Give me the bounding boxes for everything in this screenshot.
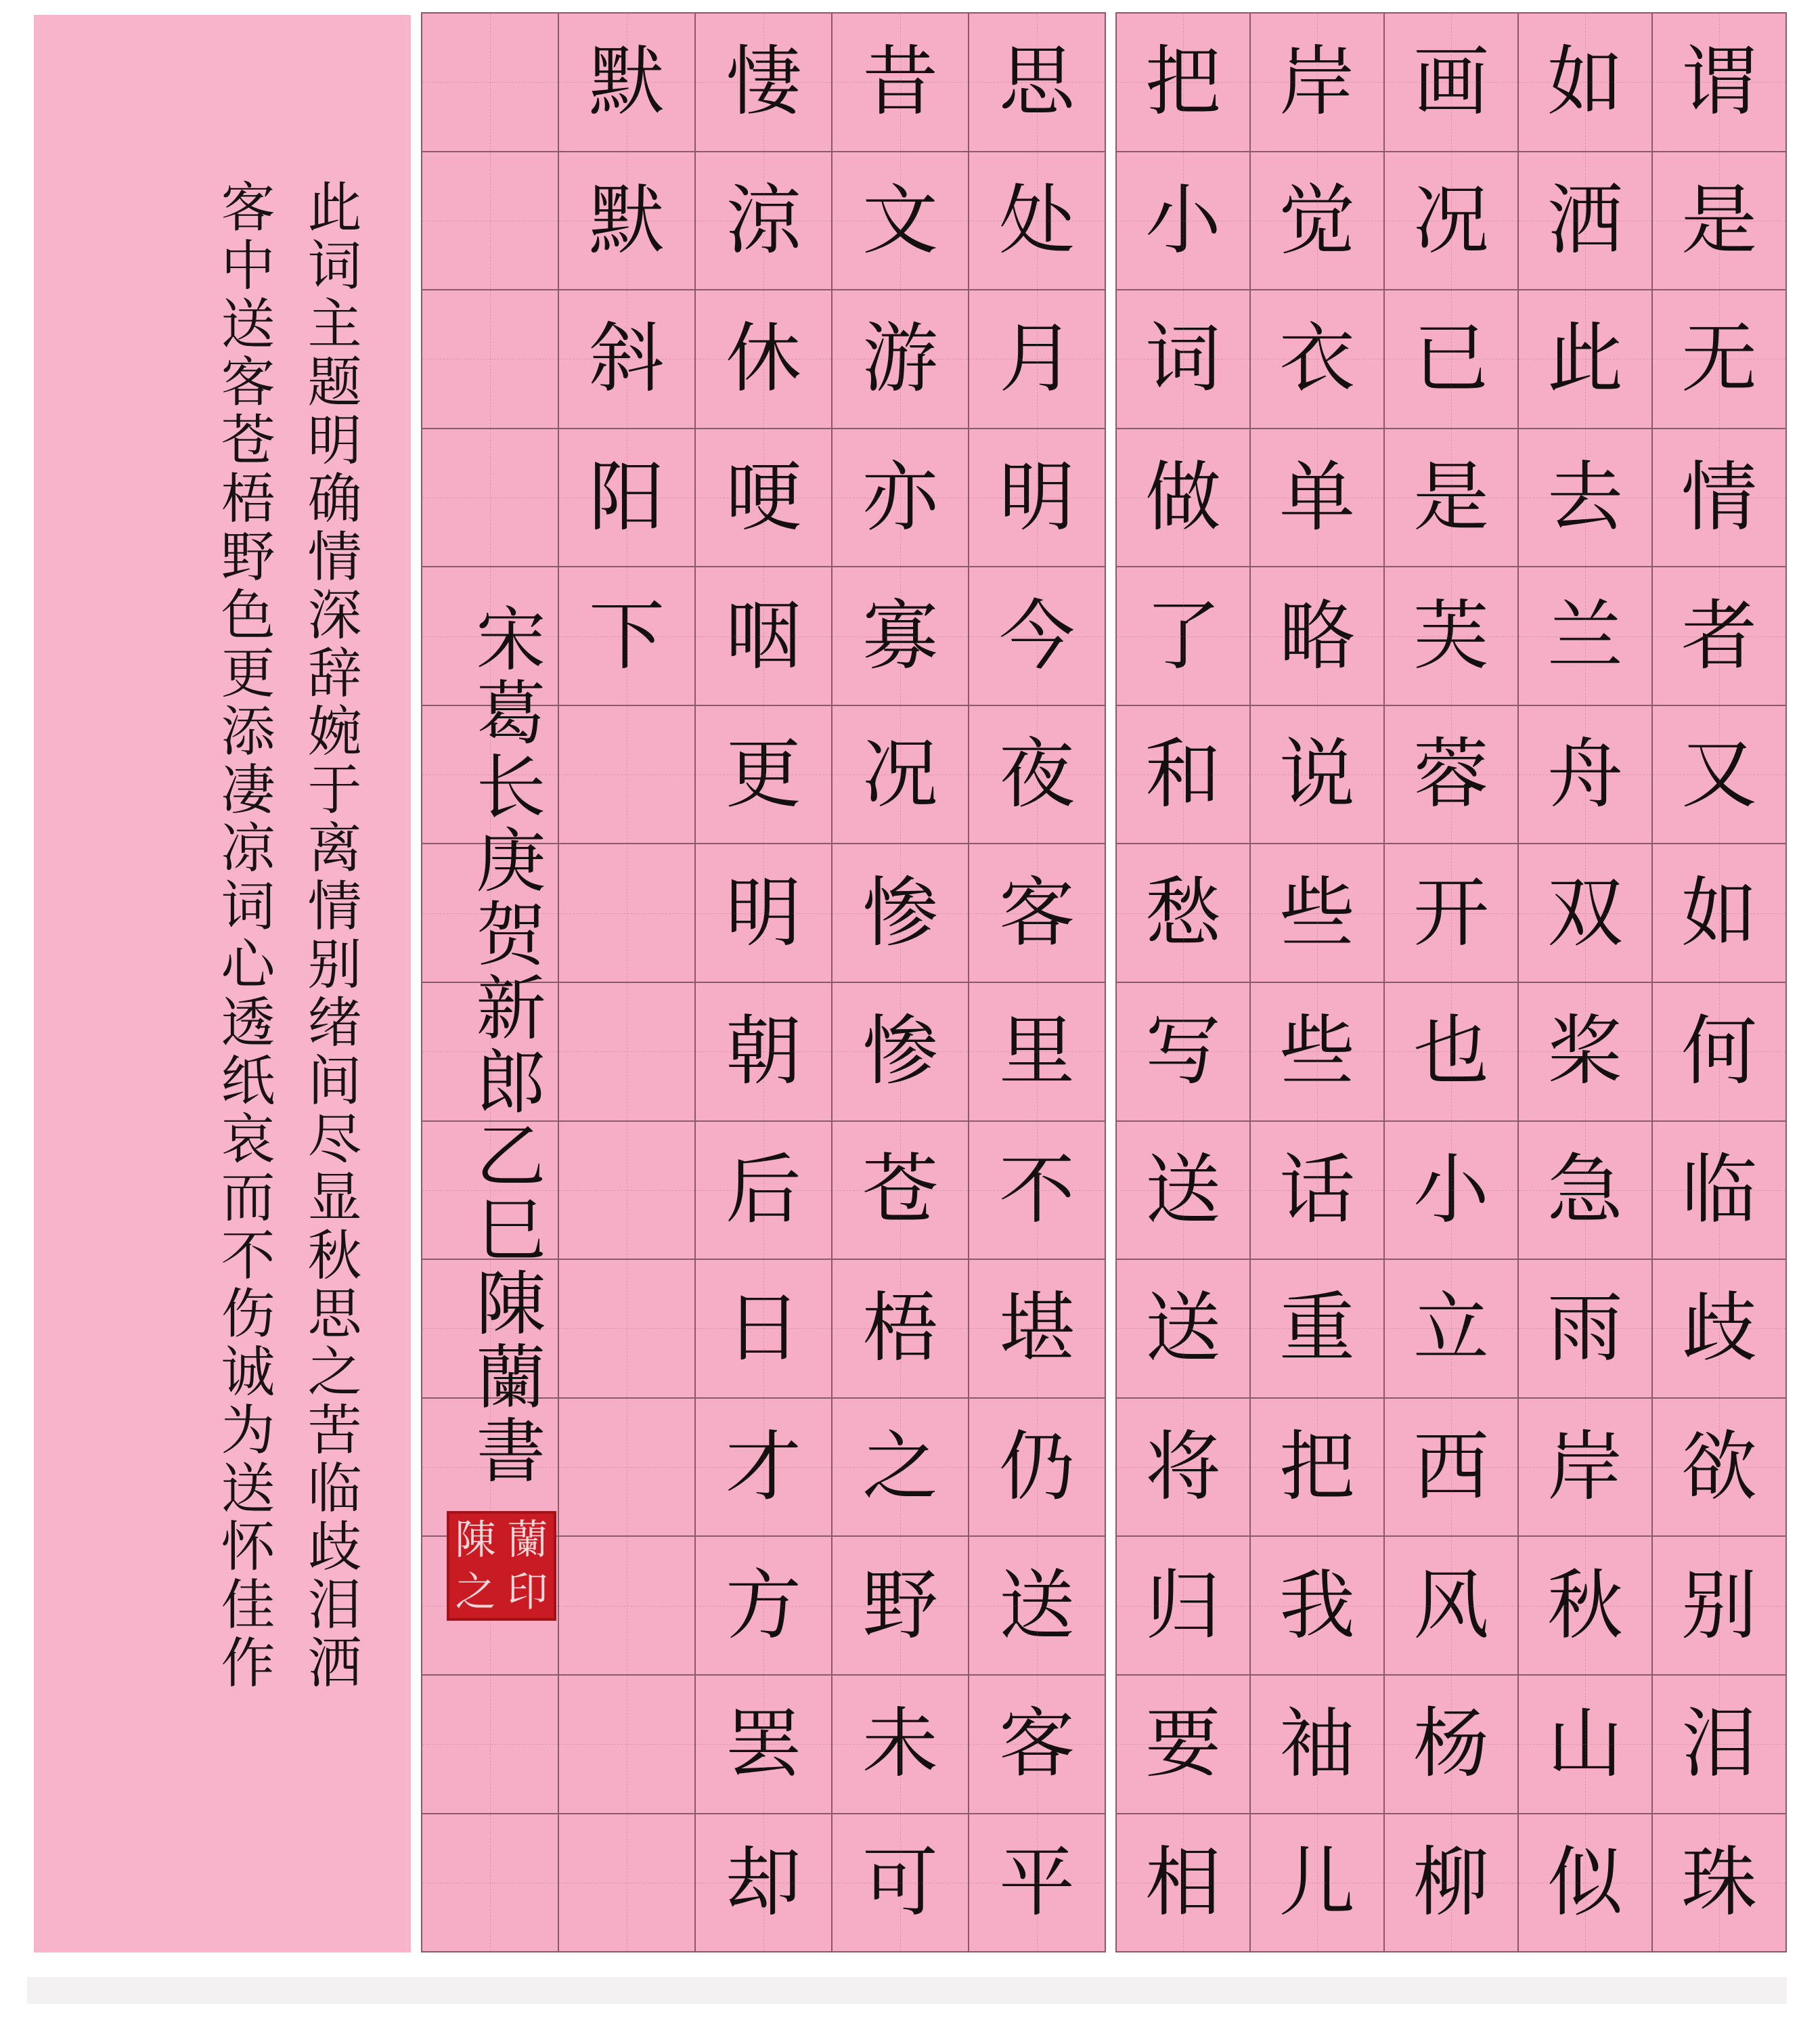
seal-char: 陳 xyxy=(455,1516,496,1564)
grid-cell: 客 xyxy=(969,844,1105,983)
grid-cell: 哽 xyxy=(696,429,831,568)
grid-cell: 双 xyxy=(1519,844,1651,983)
grid-cell: 罢 xyxy=(696,1676,831,1814)
grid-cell: 些 xyxy=(1251,983,1383,1122)
grid-cell: 不 xyxy=(969,1122,1105,1261)
grid-column xyxy=(1249,12,1383,1952)
grid-cell: 我 xyxy=(1251,1537,1383,1676)
grid-cell: 处 xyxy=(969,152,1105,291)
grid-cell: 立 xyxy=(1385,1260,1517,1399)
grid-cell xyxy=(422,152,558,291)
grid-cell: 衣 xyxy=(1251,290,1383,429)
grid-cell: 苍 xyxy=(833,1122,968,1261)
grid-cell: 和 xyxy=(1117,706,1249,845)
grid-cell: 了 xyxy=(1117,567,1249,706)
grid-cell: 归 xyxy=(1117,1537,1249,1676)
grid-column xyxy=(831,12,968,1952)
grid-cell xyxy=(422,290,558,429)
grid-cell: 可 xyxy=(833,1814,968,1953)
grid-cell: 野 xyxy=(833,1537,968,1676)
grid-cell: 芙 xyxy=(1385,567,1517,706)
grid-cell: 杨 xyxy=(1385,1676,1517,1814)
grid-column xyxy=(1517,12,1651,1952)
grid-cell: 是 xyxy=(1653,152,1785,291)
grid-cell: 明 xyxy=(696,844,831,983)
grid-cell: 送 xyxy=(1117,1122,1249,1261)
grid-cell: 觉 xyxy=(1251,152,1383,291)
grid-cell: 将 xyxy=(1117,1399,1249,1537)
grid-cell: 悽 xyxy=(696,12,831,152)
grid-cell: 游 xyxy=(833,290,968,429)
grid-cell: 欲 xyxy=(1653,1399,1785,1537)
bottom-strip xyxy=(27,1977,1787,2004)
grid-cell: 月 xyxy=(969,290,1105,429)
grid-cell xyxy=(559,1260,694,1399)
grid-cell: 别 xyxy=(1653,1537,1785,1676)
grid-cell: 此 xyxy=(1519,290,1651,429)
grid-cell: 已 xyxy=(1385,290,1517,429)
grid-cell: 袖 xyxy=(1251,1676,1383,1814)
grid-cell: 未 xyxy=(833,1676,968,1814)
grid-cell: 文 xyxy=(833,152,968,291)
grid-cell: 谓 xyxy=(1653,12,1785,152)
grid-cell xyxy=(559,1122,694,1261)
grid-cell: 把 xyxy=(1117,12,1249,152)
grid-cell: 明 xyxy=(969,429,1105,568)
grid-cell: 今 xyxy=(969,567,1105,706)
grid-cell: 下 xyxy=(559,567,694,706)
grid-cell: 涼 xyxy=(696,152,831,291)
grid-cell: 小 xyxy=(1385,1122,1517,1261)
grid-column xyxy=(1115,12,1249,1952)
grid-cell: 才 xyxy=(696,1399,831,1537)
grid-cell: 小 xyxy=(1117,152,1249,291)
grid-cell: 珠 xyxy=(1653,1814,1785,1953)
grid-cell: 思 xyxy=(969,12,1105,152)
grid-cell: 更 xyxy=(696,706,831,845)
grid-cell: 泪 xyxy=(1653,1676,1785,1814)
grid-cell: 亦 xyxy=(833,429,968,568)
grid-cell xyxy=(559,1537,694,1676)
grid-cell: 柳 xyxy=(1385,1814,1517,1953)
grid-cell xyxy=(422,1676,558,1814)
grid-cell: 堪 xyxy=(969,1260,1105,1399)
grid-cell: 也 xyxy=(1385,983,1517,1122)
grid-cell: 里 xyxy=(969,983,1105,1122)
grid-cell: 写 xyxy=(1117,983,1249,1122)
seal-char: 蘭 xyxy=(507,1516,548,1564)
grid-cell: 单 xyxy=(1251,429,1383,568)
grid-cell: 况 xyxy=(1385,152,1517,291)
grid-cell: 默 xyxy=(559,12,694,152)
grid-cell xyxy=(559,1676,694,1814)
grid-cell: 者 xyxy=(1653,567,1785,706)
grid-cell: 去 xyxy=(1519,429,1651,568)
grid-cell: 斜 xyxy=(559,290,694,429)
grid-cell: 兰 xyxy=(1519,567,1651,706)
grid-cell: 雨 xyxy=(1519,1260,1651,1399)
grid-cell: 寡 xyxy=(833,567,968,706)
red-seal-stamp xyxy=(447,1511,556,1621)
grid-cell: 咽 xyxy=(696,567,831,706)
grid-cell: 把 xyxy=(1251,1399,1383,1537)
grid-cell: 朝 xyxy=(696,983,831,1122)
grid-cell: 重 xyxy=(1251,1260,1383,1399)
grid-cell: 似 xyxy=(1519,1814,1651,1953)
grid-cell: 桨 xyxy=(1519,983,1651,1122)
grid-cell: 些 xyxy=(1251,844,1383,983)
annotation-line-2: 客中送客苍梧野色更添凄凉词心透纸哀而不伤诚为送怀佳作 xyxy=(212,179,275,1693)
grid-cell: 情 xyxy=(1653,429,1785,568)
grid-cell: 风 xyxy=(1385,1537,1517,1676)
annotation-line-1: 此词主题明确情深辞婉于离情别绪间尽显秋思之苦临歧泪洒 xyxy=(298,179,361,1693)
grid-cell: 平 xyxy=(969,1814,1105,1953)
grid-column xyxy=(968,12,1106,1952)
grid-column xyxy=(1651,12,1787,1952)
grid-cell: 后 xyxy=(696,1122,831,1261)
grid-cell: 说 xyxy=(1251,706,1383,845)
grid-cell: 西 xyxy=(1385,1399,1517,1537)
grid-cell: 岸 xyxy=(1519,1399,1651,1537)
grid-cell: 秋 xyxy=(1519,1537,1651,1676)
grid-cell: 何 xyxy=(1653,983,1785,1122)
grid-cell: 做 xyxy=(1117,429,1249,568)
grid-cell: 惨 xyxy=(833,844,968,983)
grid-cell: 山 xyxy=(1519,1676,1651,1814)
grid-cell: 相 xyxy=(1117,1814,1249,1953)
grid-cell: 蓉 xyxy=(1385,706,1517,845)
grid-cell: 仍 xyxy=(969,1399,1105,1537)
grid-cell xyxy=(422,429,558,568)
grid-cell xyxy=(422,12,558,152)
grid-cell: 舟 xyxy=(1519,706,1651,845)
grid-cell: 夜 xyxy=(969,706,1105,845)
grid-column xyxy=(1383,12,1517,1952)
annotation-panel xyxy=(34,15,411,1952)
seal-char: 印 xyxy=(507,1568,548,1616)
grid-cell: 送 xyxy=(1117,1260,1249,1399)
grid-cell: 话 xyxy=(1251,1122,1383,1261)
grid-cell: 略 xyxy=(1251,567,1383,706)
grid-cell: 临 xyxy=(1653,1122,1785,1261)
grid-cell: 岸 xyxy=(1251,12,1383,152)
grid-cell: 歧 xyxy=(1653,1260,1785,1399)
grid-cell: 却 xyxy=(696,1814,831,1953)
grid-cell xyxy=(559,1814,694,1953)
grid-cell: 开 xyxy=(1385,844,1517,983)
grid-column xyxy=(558,12,694,1952)
grid-column xyxy=(694,12,831,1952)
grid-cell: 如 xyxy=(1653,844,1785,983)
grid-cell: 送 xyxy=(969,1537,1105,1676)
grid-cell: 日 xyxy=(696,1260,831,1399)
grid-cell: 昔 xyxy=(833,12,968,152)
grid-cell: 客 xyxy=(969,1676,1105,1814)
grid-cell: 洒 xyxy=(1519,152,1651,291)
grid-cell xyxy=(559,1399,694,1537)
seal-char: 之 xyxy=(455,1568,496,1616)
grid-cell xyxy=(422,1814,558,1953)
grid-cell: 阳 xyxy=(559,429,694,568)
grid-cell: 如 xyxy=(1519,12,1651,152)
grid-cell: 词 xyxy=(1117,290,1249,429)
grid-cell: 画 xyxy=(1385,12,1517,152)
grid-cell xyxy=(559,706,694,845)
grid-cell: 梧 xyxy=(833,1260,968,1399)
grid-cell: 之 xyxy=(833,1399,968,1537)
right-grid-panel xyxy=(1115,12,1787,1952)
grid-cell: 儿 xyxy=(1251,1814,1383,1953)
grid-cell xyxy=(559,844,694,983)
grid-cell: 无 xyxy=(1653,290,1785,429)
grid-cell: 默 xyxy=(559,152,694,291)
right-grid xyxy=(1115,12,1787,1952)
grid-cell: 要 xyxy=(1117,1676,1249,1814)
grid-cell xyxy=(559,983,694,1122)
grid-cell: 方 xyxy=(696,1537,831,1676)
grid-cell: 休 xyxy=(696,290,831,429)
grid-cell: 是 xyxy=(1385,429,1517,568)
grid-cell: 又 xyxy=(1653,706,1785,845)
signature: 宋葛长庚贺新郎乙巳陳蘭書 xyxy=(464,603,546,1488)
grid-cell: 愁 xyxy=(1117,844,1249,983)
grid-cell: 惨 xyxy=(833,983,968,1122)
grid-cell: 急 xyxy=(1519,1122,1651,1261)
grid-cell: 况 xyxy=(833,706,968,845)
